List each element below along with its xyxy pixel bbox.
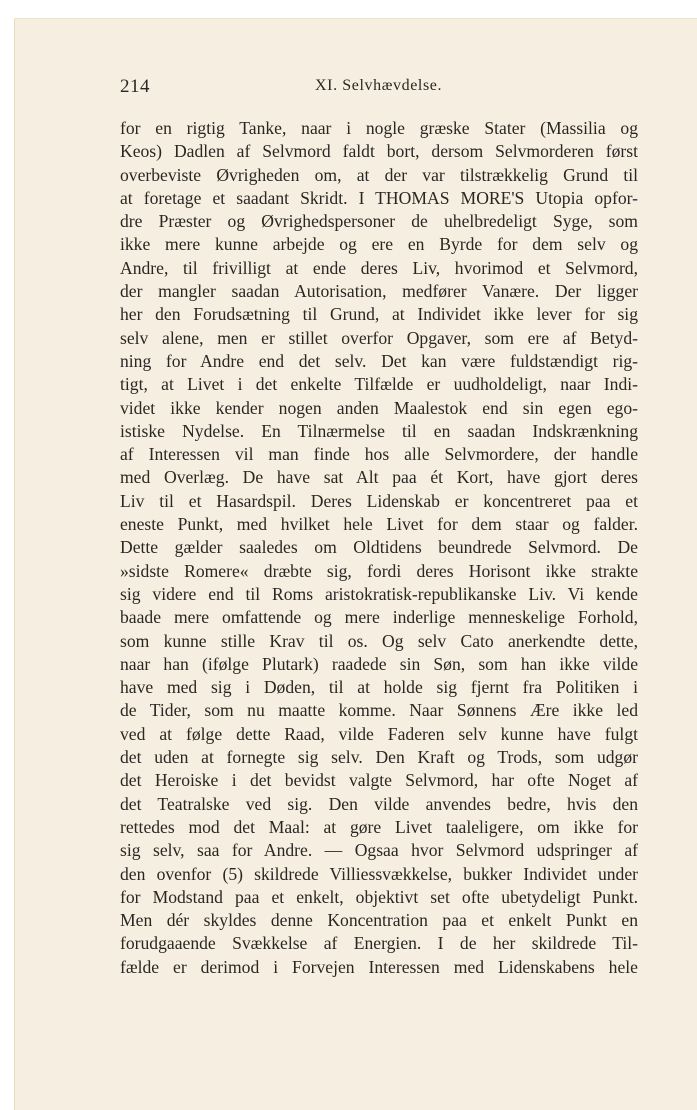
page-number: 214	[120, 76, 150, 97]
text-line: Dette gælder saaledes om Oldtidens beundrede Selvmord. De	[120, 537, 638, 558]
running-head: XI. Selvhævdelse.	[315, 77, 443, 94]
text-line: Andre, til frivilligt at ende deres Liv, hvorimod et Selvmord,	[120, 257, 638, 278]
text-line: ning for Andre end det selv. Det kan være fuldstændigt rig-	[120, 350, 638, 371]
text-line: eneste Punkt, med hvilket hele Livet for dem staar og falder.	[120, 514, 638, 535]
text-line: for en rigtig Tanke, naar i nogle græske Stater (Massilia og	[120, 118, 638, 138]
text-line: der mangler saadan Autorisation, medfører Vanære. Der ligger	[120, 281, 638, 302]
text-line: for Modstand paa et enkelt, objektivt set ofte ubetydeligt Punkt.	[120, 886, 638, 907]
text-line: det Teatralske ved sig. Den vilde anvendes bedre, hvis den	[120, 793, 638, 814]
text-line: at foretage et saadant Skridt. I THOMAS MORE'S Utopia opfor-	[120, 187, 638, 208]
text-line: selv alene, men er stillet overfor Opgaver, som ere af Betyd-	[120, 327, 638, 348]
text-line: »sidste Romere« dræbte sig, fordi deres Horisont ikke strakte	[120, 560, 638, 581]
text-line: de Tider, som nu maatte komme. Naar Sønnens Ære ikke led	[120, 700, 638, 721]
text-line: sig selv, saa for Andre. — Ogsaa hvor Selvmord udspringer af	[120, 840, 638, 861]
text-line: baade mere omfattende og mere inderlige menneskelige Forhold,	[120, 607, 638, 628]
text-line: Keos) Dadlen af Selvmord faldt bort, dersom Selvmorderen først	[120, 141, 638, 162]
text-line: den ovenfor (5) skildrede Villiessvækkelse, bukker Individet under	[120, 863, 638, 884]
text-line: fælde er derimod i Forvejen Interessen med Lidenskabens hele	[120, 956, 638, 977]
text-line: Liv til et Hasardspil. Deres Lidenskab er koncentreret paa et	[120, 490, 638, 511]
text-line: her den Forudsætning til Grund, at Individet ikke lever for sig	[120, 304, 638, 325]
text-line: istiske Nydelse. En Tilnærmelse til en saadan Indskrænkning	[120, 420, 638, 441]
text-line: sig videre end til Roms aristokratisk-republikanske Liv. Vi kende	[120, 583, 638, 604]
text-line: ved at følge dette Raad, vilde Faderen selv kunne have fulgt	[120, 723, 638, 744]
text-line: tigt, at Livet i det enkelte Tilfælde er uudholdeligt, naar Indi-	[120, 374, 638, 395]
text-line: med Overlæg. De have sat Alt paa ét Kort, have gjort deres	[120, 467, 638, 488]
text-line: af Interessen vil man finde hos alle Selvmordere, der handle	[120, 444, 638, 465]
text-line: have med sig i Døden, til at holde sig fjernt fra Politiken i	[120, 677, 638, 698]
text-line: Men dér skyldes denne Koncentration paa et enkelt Punkt en	[120, 910, 638, 931]
text-line: naar han (ifølge Plutark) raadede sin Søn, som han ikke vilde	[120, 653, 638, 674]
text-line: videt ikke kender nogen anden Maalestok end sin egen ego-	[120, 397, 638, 418]
text-line: overbeviste Øvrigheden om, at der var tilstrækkelig Grund til	[120, 164, 638, 185]
text-line: ikke mere kunne arbejde og ere en Byrde for dem selv og	[120, 234, 638, 255]
text-line: rettedes mod det Maal: at gøre Livet taaleligere, om ikke for	[120, 816, 638, 837]
page-header	[120, 76, 640, 100]
text-line: forudgaaende Svækkelse af Energien. I de her skildrede Til-	[120, 933, 638, 954]
text-line: som kunne stille Krav til os. Og selv Cato anerkendte dette,	[120, 630, 638, 651]
body-text	[120, 117, 638, 979]
text-line: det Heroiske i det bevidst valgte Selvmord, har ofte Noget af	[120, 770, 638, 791]
text-line: dre Præster og Øvrighedspersoner de uhelbredeligt Syge, som	[120, 211, 638, 232]
text-line: det uden at fornegte sig selv. Den Kraft og Trods, som udgør	[120, 747, 638, 768]
